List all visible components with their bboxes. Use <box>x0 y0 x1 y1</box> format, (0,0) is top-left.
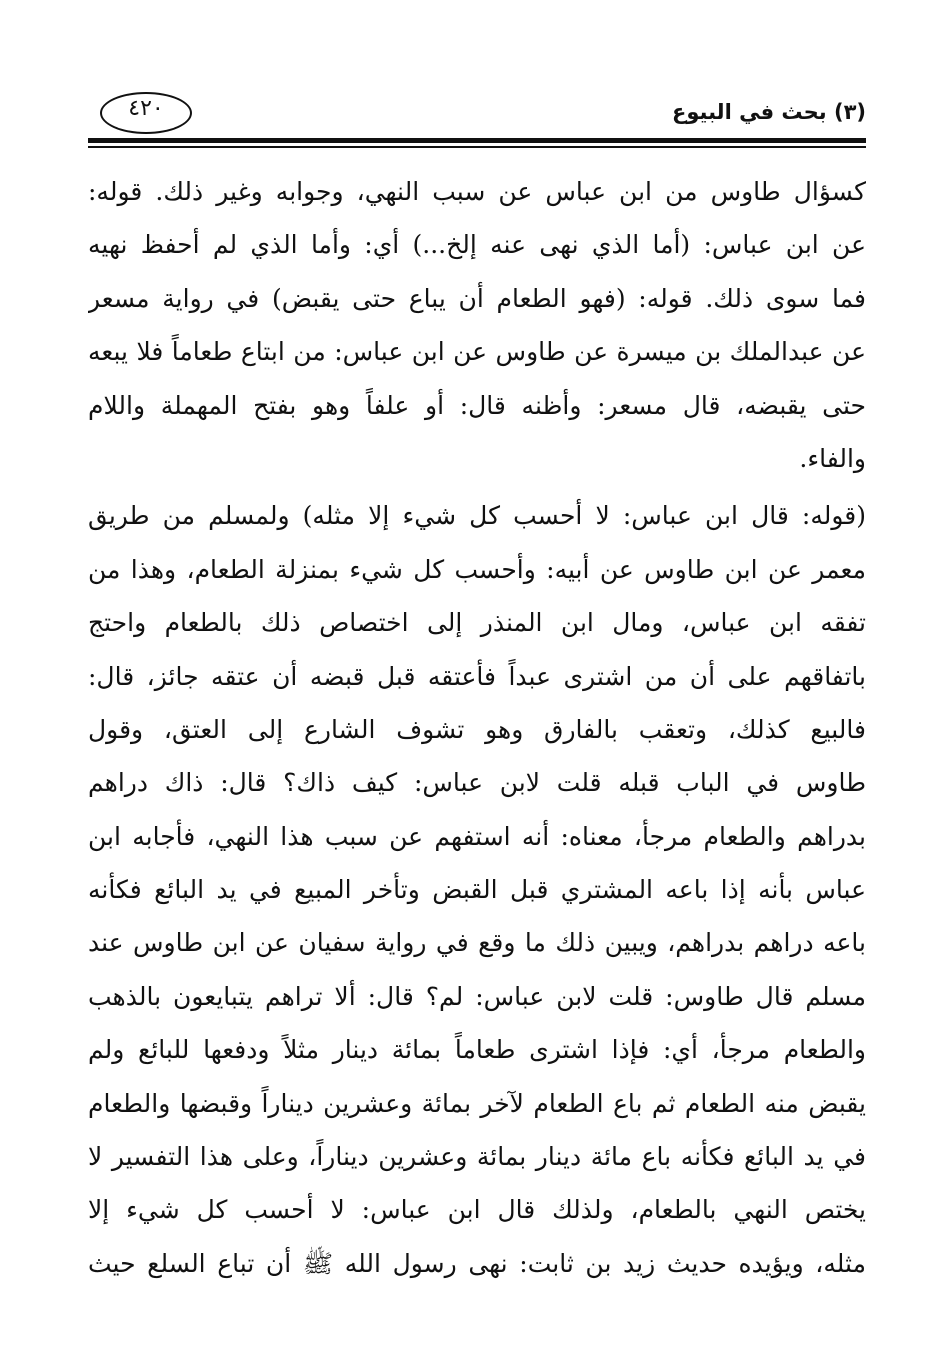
text-line: معمر عن ابن طاوس عن أبيه: وأحسب كل شيء بمنزلة الطعام، وهذا من <box>88 554 866 584</box>
text-line: عباس بأنه إذا باعه المشتري قبل القبض وتأخر المبيع في يد البائع فكأنه <box>88 875 866 905</box>
page-number: ٤٢٠ <box>128 96 164 121</box>
body-text <box>88 165 866 1290</box>
running-title: (٣) بحث في البيوع <box>672 100 866 124</box>
text-line: عن عبدالملك بن ميسرة عن طاوس عن ابن عباس: من ابتاع طعاماً فلا يبعه <box>88 337 866 367</box>
header-rule-thin <box>88 146 866 148</box>
text-line: والطعام مرجأ، أي: فإذا اشترى طعاماً بمائة دينار مثلاً ودفعها للبائع ولم <box>88 1035 866 1065</box>
text-line: (قوله: قال ابن عباس: لا أحسب كل شيء إلا مثله) ولمسلم من طريق <box>88 501 866 531</box>
text-line: باتفاقهم على أن من اشترى عبداً فأعتقه قبل قبضه أن عتقه جائز، قال: <box>88 661 866 691</box>
text-line: كسؤال طاوس من ابن عباس عن سبب النهي، وجوابه وغير ذلك. قوله: <box>88 177 866 206</box>
text-line: فما سوى ذلك. قوله: (فهو الطعام أن يباع حتى يقبض) في رواية مسعر <box>88 283 866 313</box>
text-line: يقبض منه الطعام ثم باع الطعام لآخر بمائة وعشرين ديناراً وقبضها والطعام <box>88 1088 866 1118</box>
text-line: والفاء. <box>799 443 866 473</box>
text-line: تفقه ابن عباس، ومال ابن المنذر إلى اختصاص ذلك بالطعام واحتج <box>88 608 866 638</box>
text-line: مسلم قال طاوس: قلت لابن عباس: لم؟ قال: ألا تراهم يتبايعون بالذهب <box>88 981 866 1011</box>
paragraph-2 <box>88 489 866 1290</box>
text-line: مثله، ويؤيده حديث زيد بن ثابت: نهى رسول الله ﷺ أن تباع السلع حيث <box>88 1248 866 1278</box>
text-line: عن ابن عباس: (أما الذي نهى عنه إلخ...) أي: وأما الذي لم أحفظ نهيه <box>88 230 866 260</box>
paragraph-1 <box>88 165 866 485</box>
text-line: باعه دراهم بدراهم، ويبين ذلك ما وقع في رواية سفيان عن ابن طاوس عند <box>88 928 866 958</box>
text-line: في يد البائع فكأنه باع مائة دينار بمائة وعشرين ديناراً، وعلى هذا التفسير لا <box>88 1142 866 1172</box>
text-line: طاوس في الباب قبله قلت لابن عباس: كيف ذاك؟ قال: ذاك دراهم <box>88 768 866 798</box>
header-rule-thick <box>88 138 866 143</box>
text-line: حتى يقبضه، قال مسعر: وأظنه قال: أو علفاً وهو بفتح المهملة واللام <box>88 390 866 420</box>
text-line: بدراهم والطعام مرجأ، معناه: أنه استفهم عن سبب هذا النهي، فأجابه ابن <box>88 821 866 851</box>
page-header <box>88 84 866 150</box>
text-line: فالبيع كذلك، وتعقب بالفارق وهو تشوف الشارع إلى العتق، وقول <box>88 714 866 744</box>
text-line: يختص النهي بالطعام، ولذلك قال ابن عباس: لا أحسب كل شيء إلا <box>88 1195 866 1225</box>
